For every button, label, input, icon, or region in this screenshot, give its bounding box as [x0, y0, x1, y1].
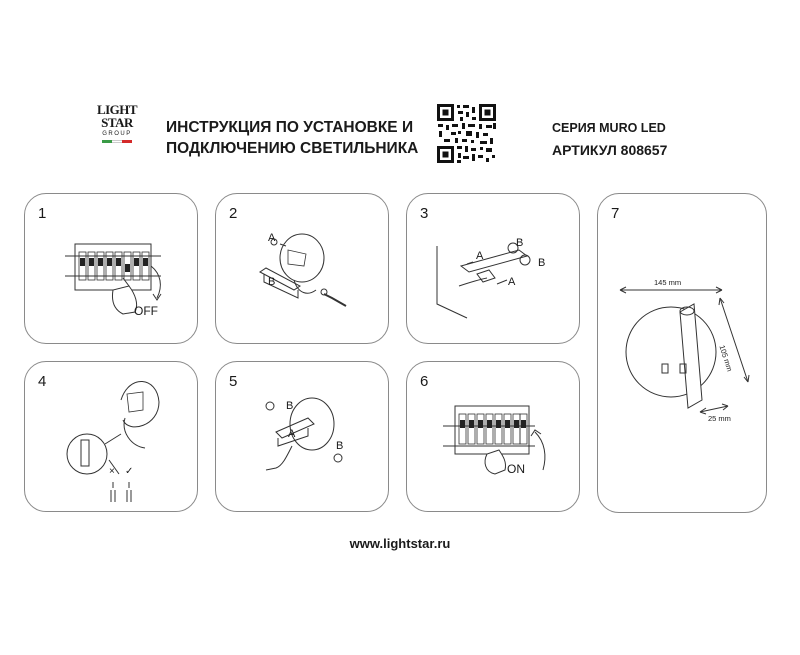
label-b: B [268, 276, 276, 288]
product-info [552, 117, 667, 161]
step-3-panel [406, 193, 580, 344]
step-number: 1 [38, 205, 47, 222]
step-number: 2 [229, 205, 238, 222]
label-b2: B [538, 257, 546, 269]
width-dimension: 145 mm [654, 278, 682, 287]
title-line2: ПОДКЛЮЧЕНИЮ СВЕТИЛЬНИКА [166, 140, 419, 157]
step-number: 3 [420, 205, 429, 222]
logo-line2: STAR [101, 115, 133, 130]
bracket-fixing-illustration [407, 194, 581, 345]
off-label: OFF [134, 304, 158, 318]
step-5-panel [215, 361, 389, 512]
website-link[interactable]: www.lightstar.ru [349, 536, 451, 551]
depth-dimension: 25 mm [708, 414, 731, 423]
qr-code-icon [436, 103, 497, 164]
step-number: 4 [38, 373, 47, 390]
step-2-panel [215, 193, 389, 344]
dimensions-illustration [598, 194, 768, 514]
label-a: A [268, 232, 276, 244]
italian-flag-icon [102, 140, 132, 143]
lamp-fixing-illustration [216, 362, 390, 513]
label-a: A [288, 428, 296, 440]
step-7-panel [597, 193, 767, 513]
wire-connection-illustration [25, 362, 199, 513]
wrong-mark: × [109, 466, 115, 477]
step-number: 5 [229, 373, 238, 390]
breaker-switch-on-illustration [407, 362, 581, 513]
step-6-panel [406, 361, 580, 512]
correct-mark: ✓ [125, 466, 134, 477]
step-4-panel [24, 361, 198, 512]
label-a1: A [476, 250, 484, 262]
breaker-switch-off-illustration [25, 194, 199, 345]
logo-line1: LIGHT [96, 102, 138, 117]
label-a2: A [508, 276, 516, 288]
page-title [166, 117, 418, 159]
step-number: 7 [611, 205, 620, 222]
label-b1: B [286, 400, 294, 412]
lightstar-logo [93, 103, 141, 161]
logo-line3: GROUP [102, 131, 132, 137]
label-b1: B [516, 237, 524, 249]
series-name: СЕРИЯ MURO LED [552, 121, 666, 135]
on-label: ON [507, 462, 525, 476]
height-dimension: 105 mm [717, 344, 735, 373]
step-1-panel [24, 193, 198, 344]
wall-mount-drilling-illustration [216, 194, 390, 345]
article-number: АРТИКУЛ 808657 [552, 142, 668, 158]
title-line1: ИНСТРУКЦИЯ ПО УСТАНОВКЕ И [166, 119, 414, 136]
step-number: 6 [420, 373, 429, 390]
label-b2: B [336, 440, 344, 452]
